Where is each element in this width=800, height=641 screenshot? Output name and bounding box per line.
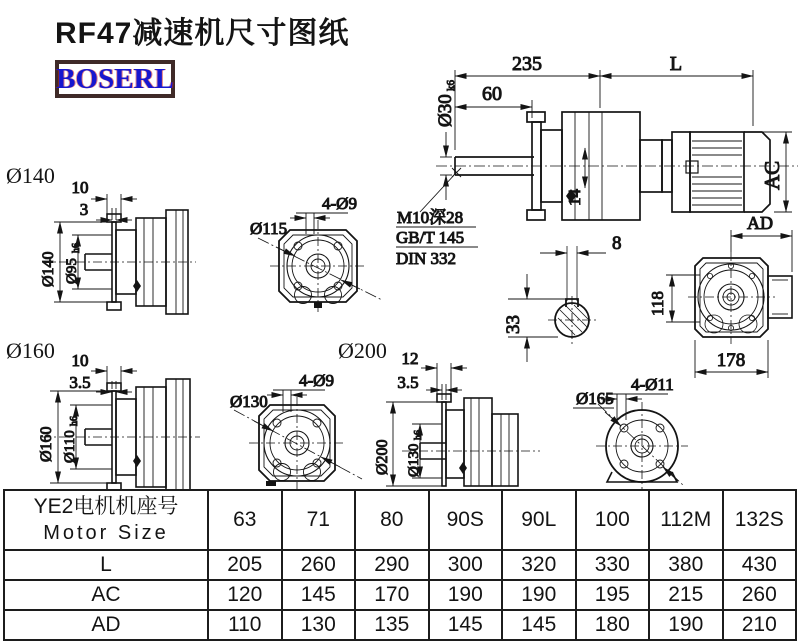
header-cn: YE2电机机座号	[33, 495, 179, 519]
table-cell: 100	[576, 490, 650, 550]
motor-fins	[692, 141, 742, 205]
table-cell: 135	[355, 610, 429, 640]
table-cell: 130	[282, 610, 356, 640]
dim-33-label: 33	[503, 315, 524, 334]
svg-text:k6: k6	[445, 80, 457, 91]
rear-view	[648, 213, 792, 378]
page-title: RF47减速机尺寸图纸	[55, 17, 350, 50]
dia-165-label: Ø165	[576, 389, 614, 408]
dia-160-label: Ø160	[38, 426, 55, 462]
drain-plug	[314, 302, 322, 308]
thread-note-line1: M10深28	[397, 208, 464, 227]
table-row-AC	[4, 580, 796, 610]
table-cell: 190	[502, 580, 576, 610]
table-cell: 71	[282, 490, 356, 550]
bolt-circle-diagonal	[234, 410, 362, 479]
holes-115-label: 4-Ø9	[322, 194, 357, 213]
flange-view-115	[250, 194, 382, 312]
header-en: Motor Size	[43, 521, 169, 544]
svg-text:h6: h6	[413, 430, 424, 440]
foot-pad	[266, 481, 276, 486]
keyway-section	[503, 233, 622, 362]
dim-35-label: 3.5	[69, 373, 91, 392]
table-cell: 190	[429, 580, 503, 610]
table-cell: 205	[208, 550, 282, 580]
table-cell: 320	[502, 550, 576, 580]
table-cell: 260	[723, 580, 797, 610]
table-row-AD	[4, 610, 796, 640]
dia-140-label: Ø140	[40, 251, 57, 287]
table-cell: 180	[576, 610, 650, 640]
direction-marker	[459, 462, 467, 474]
dia-130-label: Ø130	[230, 392, 268, 411]
motor-nameplate	[686, 161, 698, 173]
dim-AD-label: AD	[747, 213, 773, 233]
table-cell: 145	[502, 610, 576, 640]
thread-note-line3: DIN 332	[396, 249, 456, 268]
view-160-body	[85, 379, 190, 489]
table-header-row	[4, 490, 796, 550]
table-cell: 90L	[502, 490, 576, 550]
dim-3-label: 3	[79, 200, 89, 219]
boserl-logo-text: BOSERL	[56, 62, 174, 95]
view-160-dims	[50, 366, 137, 483]
view-140-title: Ø140	[6, 163, 55, 188]
dim-35-label: 3.5	[397, 373, 419, 392]
dim-AC-label: AC	[760, 160, 784, 190]
direction-marker	[133, 455, 141, 467]
dim-L-label: L	[669, 53, 683, 75]
table-cell: 63	[208, 490, 282, 550]
row-label: AD	[4, 610, 208, 640]
table-cell: 260	[282, 550, 356, 580]
table-cell: 380	[649, 550, 723, 580]
table-cell: 112M	[649, 490, 723, 550]
view-140	[6, 163, 196, 314]
dim-235-label: 235	[512, 53, 542, 75]
dia-115-label: Ø115	[250, 219, 288, 238]
flange-view-165	[573, 375, 688, 489]
table-header-motor-size	[4, 490, 208, 550]
dia-200-label: Ø200	[374, 439, 391, 475]
row-label: L	[4, 550, 208, 580]
dim-12-label: 12	[401, 349, 419, 368]
keyway-width-label: 8	[612, 233, 622, 254]
dim-60-label: 60	[482, 83, 502, 105]
table-cell: 300	[429, 550, 503, 580]
dim-235-L	[455, 70, 753, 150]
table-cell: 145	[282, 580, 356, 610]
dim-118-label: 118	[648, 291, 667, 316]
table-cell: 120	[208, 580, 282, 610]
table-cell: 330	[576, 550, 650, 580]
view-200-title: Ø200	[338, 338, 387, 363]
dim-178-label: 178	[716, 350, 746, 371]
view-160	[6, 338, 200, 489]
table-cell: 145	[429, 610, 503, 640]
table-cell: 190	[649, 610, 723, 640]
table-cell: 110	[208, 610, 282, 640]
terminal-box	[768, 276, 792, 318]
table-cell: 210	[723, 610, 797, 640]
dim-10-label: 10	[71, 178, 89, 197]
svg-text:h6: h6	[69, 416, 80, 426]
dia-110-label	[62, 416, 80, 463]
motor-size-table	[3, 489, 797, 641]
direction-marker	[133, 280, 141, 292]
table-cell: 132S	[723, 490, 797, 550]
table-cell: 80	[355, 490, 429, 550]
table-cell: 290	[355, 550, 429, 580]
svg-text:Ø130: Ø130	[406, 443, 422, 477]
dim-14-label: 14	[565, 189, 584, 206]
motor	[662, 132, 770, 212]
shaft-dia-label	[435, 80, 457, 128]
dim-4xO9	[267, 390, 325, 412]
thread-note-line2: GB/T 145	[396, 228, 465, 247]
dim-10-label: 10	[71, 351, 89, 370]
holes-130-label: 4-Ø9	[299, 371, 334, 390]
table-cell: 430	[723, 550, 797, 580]
view-200	[338, 338, 540, 486]
dia-130h6-label	[406, 430, 424, 477]
table-cell: 90S	[429, 490, 503, 550]
holes-165-label: 4-Ø11	[631, 375, 674, 394]
view-160-title: Ø160	[6, 338, 55, 363]
svg-text:h6: h6	[71, 243, 82, 253]
table-cell: 215	[649, 580, 723, 610]
row-label: AC	[4, 580, 208, 610]
flange-view-130	[230, 371, 362, 489]
svg-text:Ø110: Ø110	[62, 430, 78, 463]
table-cell: 170	[355, 580, 429, 610]
view-200-body	[420, 394, 518, 486]
view-140-dims	[54, 194, 137, 302]
dia-95-label	[64, 243, 82, 284]
table-cell: 195	[576, 580, 650, 610]
svg-text:Ø95: Ø95	[64, 258, 80, 284]
table-row-L	[4, 550, 796, 580]
svg-text:Ø30: Ø30	[435, 94, 456, 127]
